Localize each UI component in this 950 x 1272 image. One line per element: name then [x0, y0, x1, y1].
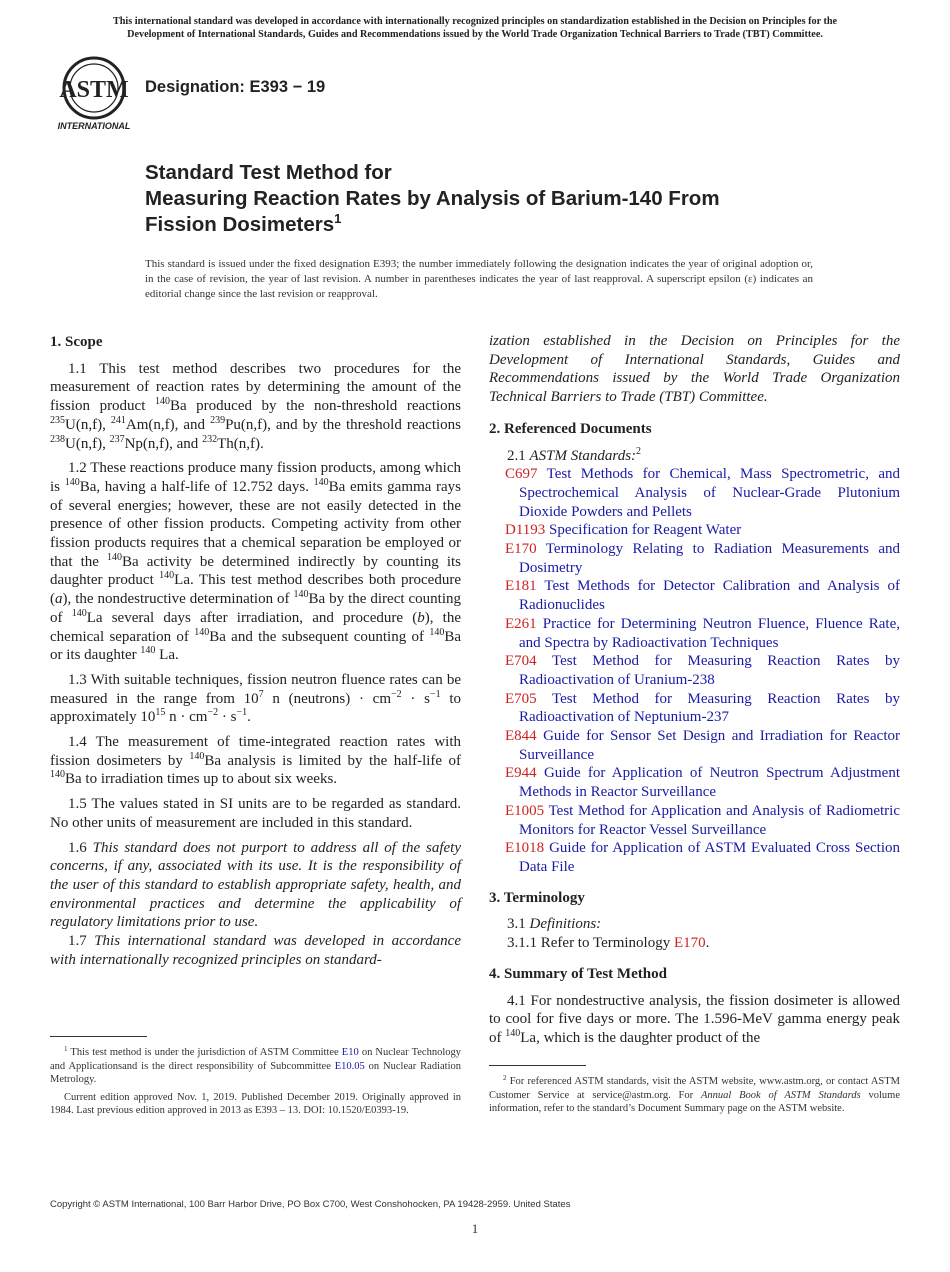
title-line-3: Fission Dosimeters$^1$ — [145, 211, 342, 236]
reference-code-link[interactable]: D1193 — [505, 522, 546, 539]
reference-item[interactable] — [489, 652, 900, 689]
reference-title-link[interactable]: Terminology Relating to Radiation Measurements and Dosimetry — [519, 541, 900, 576]
terminology-3-1: 3.1 Definitions: — [507, 916, 602, 933]
footnote-2: $^2$ For referenced ASTM standards, visit the ASTM website, www.astm.org, or contact ASTM Customer Service at service@astm.org. For Annual Book of ASTM Standards volume information, refer to the standard’s Document Summary page on the ASTM website. — [489, 1074, 900, 1115]
reference-item[interactable] — [489, 839, 900, 876]
reference-code-link[interactable]: C697 — [505, 466, 538, 483]
title-line-2: Measuring Reaction Rates by Analysis of Barium-140 From — [145, 187, 720, 210]
reference-title-link[interactable]: Guide for Application of ASTM Evaluated Cross Section Data File — [519, 840, 900, 875]
footnote-rule-left — [50, 1036, 147, 1037]
reference-title-link[interactable]: Test Method for Measuring Reaction Rates by Radioactivation of Uranium-238 — [519, 653, 900, 688]
tbt-notice — [40, 16, 910, 41]
reference-item[interactable] — [489, 615, 900, 652]
reference-item[interactable] — [489, 577, 900, 614]
reference-title-link[interactable]: Specification for Reagent Water — [549, 522, 742, 539]
refdocs-heading: 2. Referenced Documents — [489, 420, 652, 437]
edition-note: Current edition approved Nov. 1, 2019. Published December 2019. Originally approved in 1984. Last previous edition approved in 2013 as E393 – 13. DOI: 10.1520/E0393-19. — [50, 1091, 461, 1117]
astm-standards-label: 2.1 ASTM Standards:$^2$ — [507, 445, 642, 464]
scope-1-6: 1.6 This standard does not purport to address all of the safety concerns, if any, associated with its use. It is the responsibility of the user of this standard to establish appropriate safety, health, and environmental practices and determine the applicability of regulatory limitations prior to use. — [50, 839, 462, 931]
footnote-1: $^1$ This test method is under the jurisdiction of ASTM Committee E10 on Nuclear Technology and Applicationsand is the direct responsibility of Subcommittee E10.05 on Nuclear Radiation Metrology. Current edition approved Nov. 1, 2019. Published December 2019. Originally approved in 1984. Last previous edition approved in 2013 as E393 – 13. DOI: 10.1520/E0393-19. — [50, 1045, 461, 1117]
logo-international-text: INTERNATIONAL — [57, 121, 131, 131]
logo-astm-text: ASTM — [59, 77, 129, 103]
scope-1-1: 1.1 This test method describes two procedures for the measurement of reaction rates by determining the amount of the fission product $^{140}$Ba produced by the non-threshold reactions $^{235}$U(n,f), $^{241}$Am(n,f), and $^{239}$Pu(n,f), and by the threshold reactions $^{238}$U(n,f), $^{237}$Np(n,f), and $^{232}$Th(n,f). — [50, 360, 462, 452]
reference-code-link[interactable]: E705 — [505, 690, 537, 707]
left-column — [50, 333, 461, 976]
referenced-documents-list — [489, 465, 900, 876]
reference-item[interactable] — [489, 727, 900, 764]
reference-item[interactable] — [489, 690, 900, 727]
terminology-3-1-1: 3.1.1 Refer to Terminology E170. — [507, 935, 710, 952]
scope-1-7: 1.7 This international standard was developed in accordance with internationally recognized principles on standard- — [50, 933, 461, 968]
scope-1-4: 1.4 The measurement of time-integrated reaction rates with fission dosimeters by $^{140}$Ba analysis is limited by the half-life of $^{140}$Ba to irradiation times up to about six weeks. — [50, 734, 461, 788]
reference-item[interactable] — [489, 521, 900, 540]
right-column — [489, 332, 900, 1054]
reference-code-link[interactable]: E261 — [505, 615, 537, 632]
reference-title-link[interactable]: Test Methods for Chemical, Mass Spectrometric, and Spectrochemical Analysis of Nuclear-Grade Plutonium Dioxide Powders and Pellets — [519, 466, 900, 520]
reference-title-link[interactable]: Guide for Sensor Set Design and Irradiation for Reactor Surveillance — [519, 728, 900, 763]
footnote-rule-right — [489, 1065, 586, 1066]
scope-1-5: 1.5 The values stated in SI units are to be regarded as standard. No other units of measurement are included in this standard. — [50, 796, 461, 831]
reference-code-link[interactable]: E944 — [505, 765, 537, 782]
reference-code-link[interactable]: E1018 — [505, 840, 545, 857]
designation: Designation: E393 − 19 — [145, 78, 326, 96]
title-footnote-mark: 1 — [334, 211, 342, 226]
terminology-heading: 3. Terminology — [489, 889, 585, 906]
reference-title-link[interactable]: Test Method for Application and Analysis of Radiometric Monitors for Reactor Vessel Surveillance — [519, 802, 901, 838]
reference-code-link[interactable]: E181 — [505, 578, 537, 595]
e10-05-link[interactable]: E10.05 — [334, 1060, 365, 1072]
scope-1-2: 1.2 These reactions produce many fission products, among which is $^{140}$Ba, having a half-life of 12.752 days. $^{140}$Ba emits gamma rays of several energies; however, these are not easily detected in the presence of other fission products. Competing activity from other fission products requires that a chemical separation be employed or that the $^{140}$Ba activity be determined indirectly by counting its daughter product $^{140}$La. This test method describes both procedure (a), the nondestructive determination of $^{140}$Ba by the direct counting of $^{140}$La several days after irradiation, and procedure (b), the chemical separation of $^{140}$Ba and the subsequent counting of $^{140}$Ba or its daughter $^{140}$ La. — [50, 460, 462, 664]
reference-code-link[interactable]: E1005 — [505, 802, 545, 819]
reference-title-link[interactable]: Practice for Determining Neutron Fluence, Fluence Rate, and Spectra by Radioactivation Techniques — [519, 615, 901, 651]
e10-link[interactable]: E10 — [341, 1047, 359, 1058]
reference-item[interactable] — [489, 802, 900, 839]
scope-heading: 1. Scope — [50, 334, 103, 350]
notice-line-2: Development of International Standards, Guides and Recommendations issued by the World Trade Organization Technical Barriers to Trade (TBT) Committee. — [127, 28, 823, 40]
notice-line-1: This international standard was developed in accordance with internationally recognized principles on standardization established in the Decision on Principles for the — [112, 16, 838, 27]
reference-title-link[interactable]: Test Methods for Detector Calibration and Analysis of Radionuclides — [519, 578, 900, 614]
reference-title-link[interactable]: Guide for Application of Neutron Spectrum Adjustment Methods in Reactor Surveillance — [519, 765, 901, 801]
astm-logo — [50, 54, 138, 134]
reference-code-link[interactable]: E704 — [505, 653, 537, 670]
reference-code-link[interactable]: E844 — [505, 728, 537, 745]
document-title — [145, 160, 905, 238]
reference-title-link[interactable]: Test Method for Measuring Reaction Rates by Radioactivation of Neptunium-237 — [519, 690, 900, 726]
reference-item[interactable] — [489, 764, 900, 801]
page-number: 1 — [471, 1221, 479, 1236]
e170-link[interactable]: E170 — [673, 935, 706, 952]
scope-1-3: 1.3 With suitable techniques, fission neutron fluence rates can be measured in the range from $10^7$ n (neutrons) · $cm^{-2} \cdot s^{-1}$ to approximately $10^{15}$ $n \cdot cm^{-2} \cdot s^{-1}$. — [50, 671, 462, 726]
copyright-notice: Copyright © ASTM International, 100 Barr Harbor Drive, PO Box C700, West Conshohocken, PA 19428-2959. United States — [50, 1199, 571, 1210]
issuance-note: This standard is issued under the fixed designation E393; the number immediately following the designation indicates the year of original adoption or, in the case of revision, the year of last revision. A number in parentheses indicates the year of last reapproval. A superscript epsilon (ε) indicates an editorial change since the last revision or reapproval. — [145, 258, 813, 300]
reference-item[interactable] — [489, 465, 900, 521]
summary-4-1: 4.1 For nondestructive analysis, the fission dosimeter is allowed to cool for five days or more. The 1.596-MeV gamma energy peak of $^{140}$La, which is the daughter product of the — [489, 992, 900, 1046]
reference-code-link[interactable]: E170 — [505, 541, 537, 558]
title-line-1: Standard Test Method for — [145, 161, 392, 184]
summary-heading: 4. Summary of Test Method — [489, 965, 667, 982]
reference-item[interactable] — [489, 540, 900, 577]
scope-1-7-continued: ization established in the Decision on Principles for the Development of International Standards, Guides and Recommendations issued by the World Trade Organization Technical Barriers to Trade (TBT) Committee. — [489, 333, 900, 406]
